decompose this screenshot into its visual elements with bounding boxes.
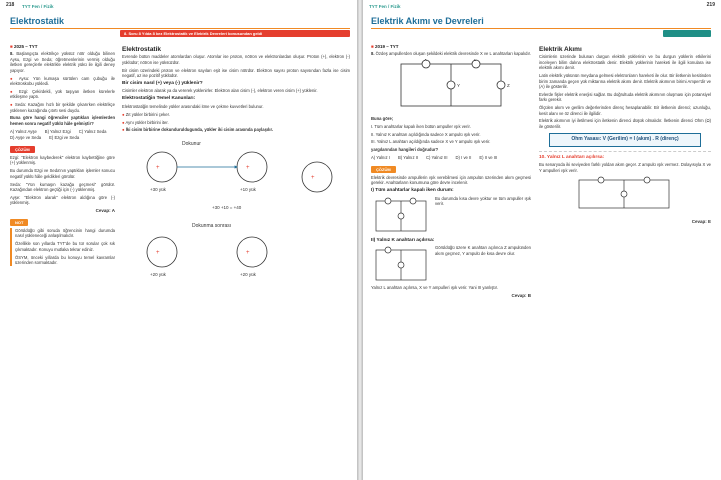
diagram-label-touch: Dokunur [182,141,201,148]
statement-3: III. Yalnız L anahtarı açıldığında sadece X ve Y ampulü ışık verir. [371,139,491,145]
solution-label: ÇÖZÜM [10,146,35,153]
left-column-1 [10,44,115,268]
label-y: Y [457,83,461,89]
page-number-left: 218 [6,2,15,8]
half-left-label: +20 yük [150,272,166,278]
question-stem: Buna göre hangi öğrenciler yaptıkları işlemlerden hemen sonra negatif yüklü hâle gelmiştir? [10,115,115,126]
option-e-right[interactable]: E) II ve III [479,155,498,161]
answer-options [10,129,115,141]
sphere-left-before [147,152,177,182]
case-1-circuit [371,196,431,236]
note-line-2: Özellikle son yıllarda TYT'de bu tür sorular çok sık çıkmaktadır. Konuyu mutlaka tekrar ediniz. [15,241,115,252]
note-line-3: ÖSYM, önceki yıllarda bu konuyu temel kavramlar üzerinden sormaktadır. [15,254,115,266]
case-2-text: Görüldüğü üzere K anahtarı açılınca Z ampulünden akım geçmez, Y ampulü de kısa devre olur. [435,245,531,256]
subtitle-charging: Bir cisim nasıl (+) veya (-) yüklenir? [122,81,203,87]
option-a-right[interactable]: A) Yalnız I [371,155,390,161]
label-l: L [474,59,477,63]
option-a[interactable]: A) Yalnız Ayşe [10,128,37,134]
plus-sign-extra: + [311,175,315,182]
right-page [363,0,721,480]
exam-year: ■ 2025 – TYT [10,44,115,49]
option-b[interactable]: B) Yalnız Ezgi [44,128,71,134]
circuit-diagram [371,59,531,114]
solution-text-right: Elektrik devresinde ampullerin ışık verebilmesi için ampulün üzerinden akım geçmesi gerekir. Anahtarların konumuna göre devre incelenir. [371,175,531,186]
laws-text: Elektrostatiğin temelinde yükler arasındaki itme ve çekme kuvvetleri bulunur. [122,103,264,109]
q10-circuit [539,175,711,215]
page-number-right: 219 [706,2,715,8]
sphere-right-before [237,152,267,182]
current-para-3: Evlerde fişler elektrik enerjisi sağlar. Bu doğrultuda elektrik akımının oluşması için potansiyel farkı gerekir. [539,91,711,103]
answer-right-1: Cevap: B [511,293,531,299]
case-1-title: I) Tüm anahtarlar kapalı iken durum: [371,188,454,194]
charge-right-label: +10 yük [240,187,256,193]
bulb-y [447,81,455,89]
sphere-left-after [147,237,177,267]
right-column-2 [539,44,711,226]
solution-line-1: Ezgi: "Elektron kaybederek" elektron kaybettiğine göre (+) yüklenmiş. [10,155,115,166]
option-d[interactable]: D) Ayşe ve Seda [10,135,42,141]
statement-1: I. Tüm anahtarlar kapalı iken bütün ampuller ışık verir. [371,123,471,129]
plus-sign-right-after: + [246,250,250,257]
half-right-label: +20 yük [240,272,256,278]
item-aysu: ● Aysu: Yün kumaşa sürtülen cam çubuğu ile elektroskobu yükledi. [10,76,115,87]
case-1-block [371,196,531,236]
solution-line-3: Seda: "Yün kumaşın kazağa geçmesi" görülür. Kazağından elektron geçtiği için (-) yüklenmiş. [10,181,115,193]
left-column-2 [122,44,350,309]
case-1-text: Bu durumda kısa devre yoktur ve tüm ampuller ışık verir. [435,195,531,207]
charge-left-label: +30 yük [150,187,166,193]
label-z: Z [507,83,510,89]
orange-rule [10,28,350,29]
question-text: 8. Başlangıçta elektrikçe yüksüz nötr olduğu bilinen Aysu, Ezgi ve Seda; öğretmenlerinin vermiş olduğu iletken gereçlerle elektrikle elektrik yükü ile ilgili deney yapıyor. [10,51,115,73]
paragraph-2: Bir cisim üzerindeki proton ve elektron sayıları eşit ise cisim nötrdür. Elektron sayısı proton sayısından fazla ise cisim negatif, az ise pozitif yüklüdür. [122,67,350,79]
solution-label-right: ÇÖZÜM [371,166,396,173]
option-b-right[interactable]: B) Yalnız II [397,155,419,161]
question-stem-right: yargılarından hangileri doğrudur? [371,147,439,153]
sphere-extra [302,162,332,192]
charge-sharing-diagram [122,137,350,307]
running-header-left: TYT Fen / Fizik [22,4,54,9]
question-text-right: 8. Özdeş ampullerden oluşan şekildeki elektrik devresinde X ve L anahtarları kapalıdır. [371,51,532,57]
given-label: Buna göre; [371,115,394,121]
note-label: NOT [10,219,28,226]
law-bullet-2: ● Aynı yükler birbirini iter. [122,120,350,125]
right-column-1 [371,44,531,301]
bulb-z [497,81,505,89]
plus-sign-right: + [246,165,250,172]
plus-sign-left-after: + [156,250,160,257]
note-line-1: Görüldüğü gibi soruda öğrencinin hangi durumda nasıl yükleneceği anlaşılmalıdır. [15,228,115,239]
section-title-elektrostatik: Elektrostatik [122,46,162,53]
label-x: X [424,59,428,63]
question-10-label: 10. Yalnız L anahtarı açılırsa: [539,154,605,160]
sphere-right-after [237,237,267,267]
option-c-right[interactable]: C) Yalnız III [426,155,448,161]
answer-left: Cevap: A [95,208,115,214]
plus-sign-left: + [156,165,160,172]
option-d-right[interactable]: D) I ve II [455,155,472,161]
paragraph-1: Evrende bütün maddeler atomlardan oluşur. Atomlar ise proton, nötron ve elektronlardan oluşur. Proton (+), elektron (-) yüklüdür; nötron ise yüksüzdür. [122,54,350,65]
topic-title-right: Elektrik Akımı ve Devreleri [371,16,484,26]
topic-title-left: Elektrostatik [10,16,65,26]
section-title-current: Elektrik Akımı [539,46,582,53]
question-10-text: Bu senaryoda iki seviyeden farklı yoldan akım geçer. Z ampulü ışık vermez. Dolayısıyla X ve Y ampulleri ışık verir. [539,162,711,173]
divider [539,151,711,152]
case-2-circuit [371,245,431,285]
answer-options-right [371,155,531,160]
law-bullet-3: ● İki cisim birbirine dokunduruldugunda, yükler iki cisim arasında paylaşılır. [122,127,350,132]
orange-rule-right [371,28,711,29]
case-3-text: Yalnız L anahtarı açılırsa, X ve Y ampulleri ışık verir. Yani III yanlıştır. [371,285,499,291]
current-para-2: Latin elektrik yükünün meydana gelmesi elektronların hareketi ile olur. Bir iletkenin kesitinden birim zamanda geçen yük miktarına elektrik akımı denir. Elektrik akımının birimi Amper'dir ve (A) ile gösterilir. [539,73,712,89]
solution-line-2: Bu durumda Ezgi ve Seda'nın yaptıkları işlemler sonucu negatif yüklü hâle geldikleri görülür. [10,168,115,179]
teal-banner [663,30,711,37]
current-para-5: Elektrik akımının iyi iletilmesi için iletkenin direnci düşük olmalıdır. İletkenin direnci Ohm (Ω) ile gösterilir. [539,118,711,129]
solution-line-4: Ayşe: "Elektron alarak" elektron aldığına göre (-) yüklenmiş. [10,194,115,206]
sum-label: +30 +10 = +40 [212,205,242,211]
note-box [10,228,115,265]
section-banner: 8. Soru 8 Yılda 8 kez Elektrostatik ve Elektrik Devreleri konusundan geldi [120,30,350,37]
left-page [0,0,357,480]
law-bullet-1: ● Zıt yükler birbirini çeker. [122,112,350,117]
charging-text: Cisimler elektron alarak ya da vererek yüklenirler. Elektron alan cisim (-), elektron veren cisim (+) yüklenir. [122,88,318,94]
subtitle-laws: Elektrostatiğin Temel Kanunları: [122,96,196,102]
answer-right-2: Cevap: E [691,218,711,224]
current-para-1: Cisimlerin üzerinde bulunan durgun elektrik yüklerinin ve bu durgun yüklerin etkilerini inceleyen bilim dalına elektrostatik denir. Elektrik yüklerinin hareketi ile ilgili konulara ise elektrik akımı denir. [539,54,711,71]
exam-year-right: ■ 2019 – TYT [371,44,531,49]
running-header-right: TYT Fen / Fizik [369,4,401,9]
case-2-block [371,245,531,285]
ohm-law-formula: Ohm Yasası: V (Gerilim) = I (akım) . R (direnç) [549,133,701,146]
diagram-label-after: Dokunma sonrası [192,223,232,230]
statement-2: II. Yalnız K anahtarı açıldığında sadece X ampulü ışık verir. [371,131,481,137]
current-para-4: Ölçülen akım ve gerilim değerlerinden direnç hesaplanabilir. Bir iletkenin direnci; uzunluğu, kesit alanı ve öz direnci ile ilgilidir. [539,105,711,116]
item-seda: ● Seda: Kazağını hızlı bir şekilde çıkarırken elektrikçe yüklenen kazağında çıtırtı sesi duydu. [10,102,115,113]
item-ezgi: ● Ezgi: Çekirdekli, yük taşıyan iletken kürelerle etkileşme yaptı. [10,89,115,100]
case-2-title: II) Yalnız K anahtarı açılırsa: [371,237,435,243]
option-e[interactable]: E) Ezgi ve Seda [49,135,80,141]
option-c[interactable]: C) Yalnız Seda [78,128,107,134]
